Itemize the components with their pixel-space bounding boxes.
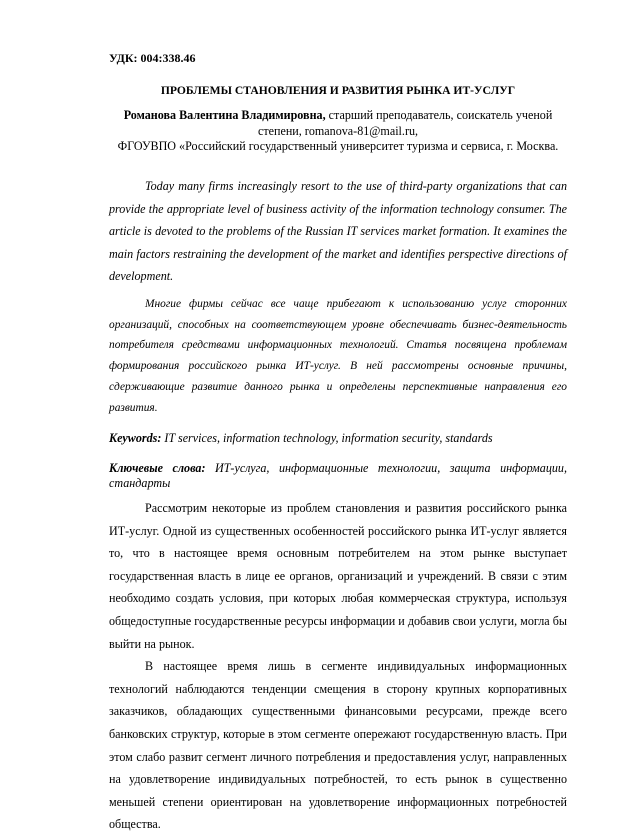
abstract-english: [109, 175, 567, 288]
author-details: старший преподаватель, соискатель ученой степени, romanova-81@mail.ru,: [257, 108, 553, 138]
paper-title: ПРОБЛЕМЫ СТАНОВЛЕНИЯ И РАЗВИТИЯ РЫНКА ИТ-УСЛУГ: [160, 84, 516, 97]
abstract-russian-text: Многие фирмы сейчас все чаще прибегают к использованию услуг сторонних организаций, способных на соответствующем уровне обеспечивать бизнес-деятельность потребителя средствами информационных технологий. Статья посвящена проблемам формирования российского рынка ИТ-услуг. В ней рассмотрены основные причины, сдерживающие развитие данного рынка и определены перспективные направления его развития.: [109, 298, 567, 414]
author-block: [109, 108, 567, 155]
abstract-english-text: Today many firms increasingly resort to the use of third-party organizations that can provide the appropriate level of business activity of the information technology consumer. The article is devoted to the problems of the Russian IT services market formation. It examines the main factors restraining the development of the market and identifies perspective directions of development.: [109, 179, 567, 283]
udk-code: УДК: 004:338.46: [109, 51, 196, 65]
abstract-russian: [109, 294, 567, 418]
body-paragraph: В настоящее время лишь в сегменте индивидуальных информационных технологий наблюдаются тенденции смещения в сторону крупных корпоративных заказчиков, обладающих существенными финансовыми ресурсами, прежде всего банковских структур, которые в этом сегменте опережают государственную власть. При этом слабо развит сегмент личного потребления и предоставления услуг, направленных на удовлетворение индивидуальных потребностей, то есть рынок в существенно меньшей степени ориентирован на удовлетворение информационных потребностей общества.: [109, 659, 567, 832]
keywords-english: [109, 431, 567, 446]
keywords-russian-text: ИТ-услуга, информационные технологии, защита информации, стандарты: [109, 461, 567, 490]
body-paragraph: Рассмотрим некоторые из проблем становления и развития российского рынка ИТ-услуг. Одной из существенных особенностей российского рынка ИТ-услуг является то, что в настоящее время основным потребителем на этом рынке выступает государственная власть в лице ее органов, организаций и учреждений. В связи с этим необходимо создать условия, при которых любая коммерческая структура, используя общедоступные государственные ресурсы информации и добавив свои услуги, могла бы выйти на рынок.: [109, 501, 567, 651]
keywords-english-text: IT services, information technology, information security, standards: [161, 431, 493, 445]
body-text: [109, 497, 567, 836]
keywords-russian: [109, 461, 567, 490]
author-name: Романова Валентина Владимировна,: [123, 108, 326, 122]
author-affiliation: ФГОУВПО «Российский государственный университет туризма и сервиса, г. Москва.: [117, 139, 559, 153]
keywords-russian-label: Ключевые слова:: [109, 461, 206, 475]
keywords-english-label: Keywords:: [109, 431, 162, 445]
